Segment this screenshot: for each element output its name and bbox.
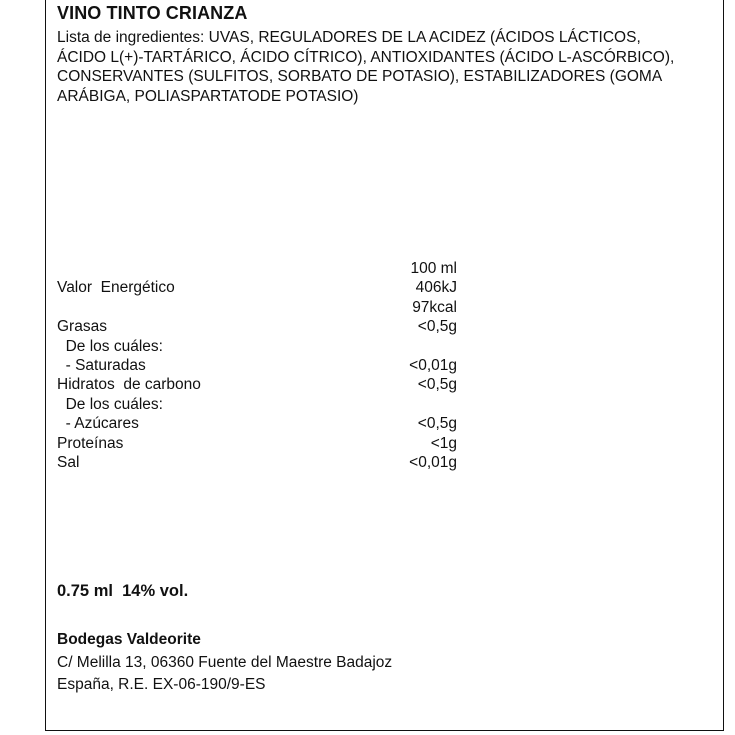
nutrient-value: 406kJ bbox=[415, 279, 457, 297]
company-info bbox=[57, 629, 392, 697]
product-label bbox=[45, 0, 724, 731]
nutrition-row bbox=[57, 395, 457, 414]
volume-alcohol: 0.75 ml 14% vol. bbox=[57, 582, 189, 600]
product-title: VINO TINTO CRIANZA bbox=[57, 3, 248, 23]
ingredients-list: Lista de ingredientes: UVAS, REGULADORES DE LA ACIDEZ (ÁCIDOS LÁCTICOS, ÁCIDO L(+)-TARTÁRICO, ÁCIDO CÍTRICO), ANTIOXIDANTES (ÁCIDO L-ASCÓRBICO), CONSERVANTES (SULFITOS, SORBATO DE POTASIO), ESTABILIZADORES (GOMA ARÁBIGA, POLIASPARTATODE POTASIO) bbox=[57, 29, 675, 105]
nutrition-table bbox=[57, 259, 457, 472]
nutrient-name: Hidratos de carbono bbox=[57, 376, 201, 394]
nutrition-row bbox=[57, 259, 457, 278]
nutrient-name: - Saturadas bbox=[57, 356, 146, 374]
nutrient-value: <0,5g bbox=[417, 415, 457, 433]
nutrient-value: <1g bbox=[430, 434, 457, 452]
nutrient-name: Grasas bbox=[57, 318, 107, 336]
nutrition-row bbox=[57, 337, 457, 356]
nutrient-name: Valor Energético bbox=[57, 279, 175, 297]
nutrient-name: Sal bbox=[57, 453, 80, 471]
nutrient-name: - Azúcares bbox=[57, 415, 139, 433]
nutrition-row bbox=[57, 414, 457, 433]
nutrient-value: <0,01g bbox=[409, 356, 457, 374]
nutrient-value: <0,5g bbox=[417, 318, 457, 336]
nutrition-row bbox=[57, 434, 457, 453]
nutrient-value: <0,5g bbox=[417, 376, 457, 394]
nutrient-value: 100 ml bbox=[410, 260, 457, 277]
company-name: Bodegas Valdeorite bbox=[57, 631, 201, 648]
nutrient-value: 97kcal bbox=[412, 298, 457, 316]
company-registry: España, R.E. EX-06-190/9-ES bbox=[57, 676, 266, 693]
nutrition-row bbox=[57, 298, 457, 317]
nutrition-row bbox=[57, 375, 457, 394]
nutrition-row bbox=[57, 453, 457, 472]
nutrition-row bbox=[57, 317, 457, 336]
nutrition-row bbox=[57, 356, 457, 375]
nutrient-name: De los cuáles: bbox=[57, 337, 163, 355]
nutrient-value: <0,01g bbox=[409, 453, 457, 471]
nutrient-name: De los cuáles: bbox=[57, 395, 163, 413]
nutrition-row bbox=[57, 278, 457, 297]
company-address: C/ Melilla 13, 06360 Fuente del Maestre Badajoz bbox=[57, 653, 393, 671]
nutrient-name: Proteínas bbox=[57, 434, 124, 452]
